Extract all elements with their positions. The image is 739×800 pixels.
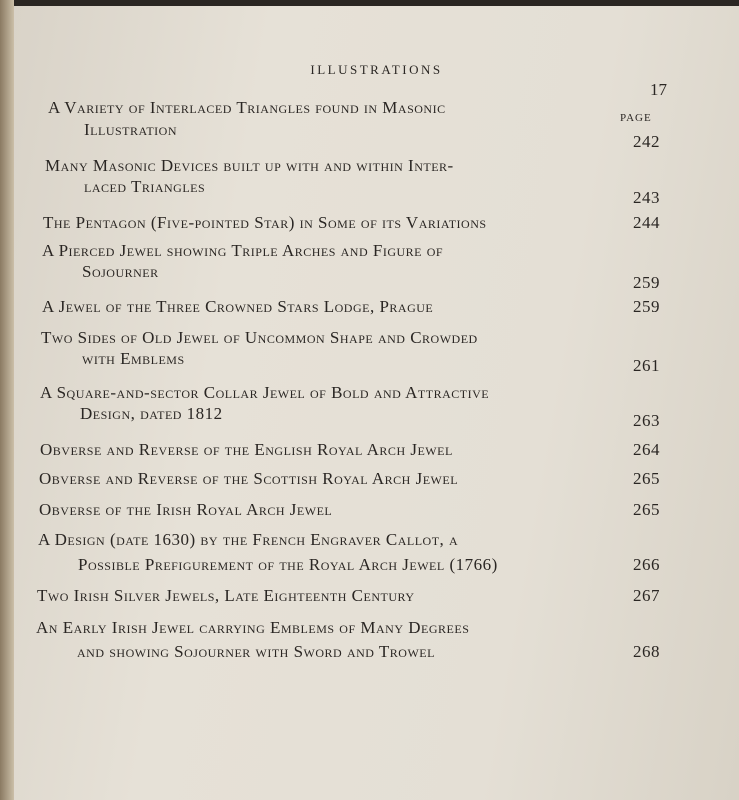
entry-title-continuation: Design, dated 1812 [80,404,223,423]
entry-page: 264 [633,440,660,459]
entry-page: 265 [633,500,660,519]
entry-title-line: Two Irish Silver Jewels, Late Eighteenth Century [37,586,415,605]
page-number: 17 [650,80,667,99]
entry-title-continuation: and showing Sojourner with Sword and Trowel [77,642,435,661]
entry-title-continuation: Illustration [84,120,177,139]
entry-title-line: Two Sides of Old Jewel of Uncommon Shape and Crowded [41,328,478,347]
running-head: ILLUSTRATIONS [310,62,443,77]
entry-page: 266 [633,555,660,574]
entry-page: 265 [633,469,660,488]
entry-title-continuation: Possible Prefigurement of the Royal Arch Jewel (1766) [78,555,498,574]
entry-page: 267 [633,586,660,605]
entry-title-line: Obverse of the Irish Royal Arch Jewel [39,500,333,519]
entry-title-line: A Jewel of the Three Crowned Stars Lodge, Prague [42,297,434,316]
entry-title-line: A Design (date 1630) by the French Engraver Callot, a [38,530,459,549]
entry-title-line: Many Masonic Devices built up with and within Inter- [45,156,454,175]
entry-page: 242 [633,132,660,151]
entry-title-line: An Early Irish Jewel carrying Emblems of Many Degrees [36,618,470,637]
entry-page: 261 [633,356,660,375]
entry-page: 243 [633,188,660,207]
entry-page: 244 [633,213,660,232]
entry-page: 263 [633,411,660,430]
page-column-label: PAGE [620,112,652,124]
entry-page: 259 [633,297,660,316]
entry-title-line: A Pierced Jewel showing Triple Arches and Figure of [42,241,444,260]
book-page [14,6,739,800]
entry-title-line: Obverse and Reverse of the English Royal Arch Jewel [40,440,453,459]
entry-title-line: The Pentagon (Five-pointed Star) in Some of its Variations [43,213,487,232]
entry-title-continuation: with Emblems [82,349,185,368]
entry-title-continuation: laced Triangles [84,177,206,196]
entry-title-line: Obverse and Reverse of the Scottish Royal Arch Jewel [39,469,459,488]
entry-page: 259 [633,273,660,292]
entry-title-line: A Square-and-sector Collar Jewel of Bold and Attractive [40,383,490,402]
entry-title-line: A Variety of Interlaced Triangles found in Masonic [48,98,446,117]
entry-page: 268 [633,642,660,661]
entry-title-continuation: Sojourner [82,262,159,281]
book-spine-shadow [0,0,14,800]
